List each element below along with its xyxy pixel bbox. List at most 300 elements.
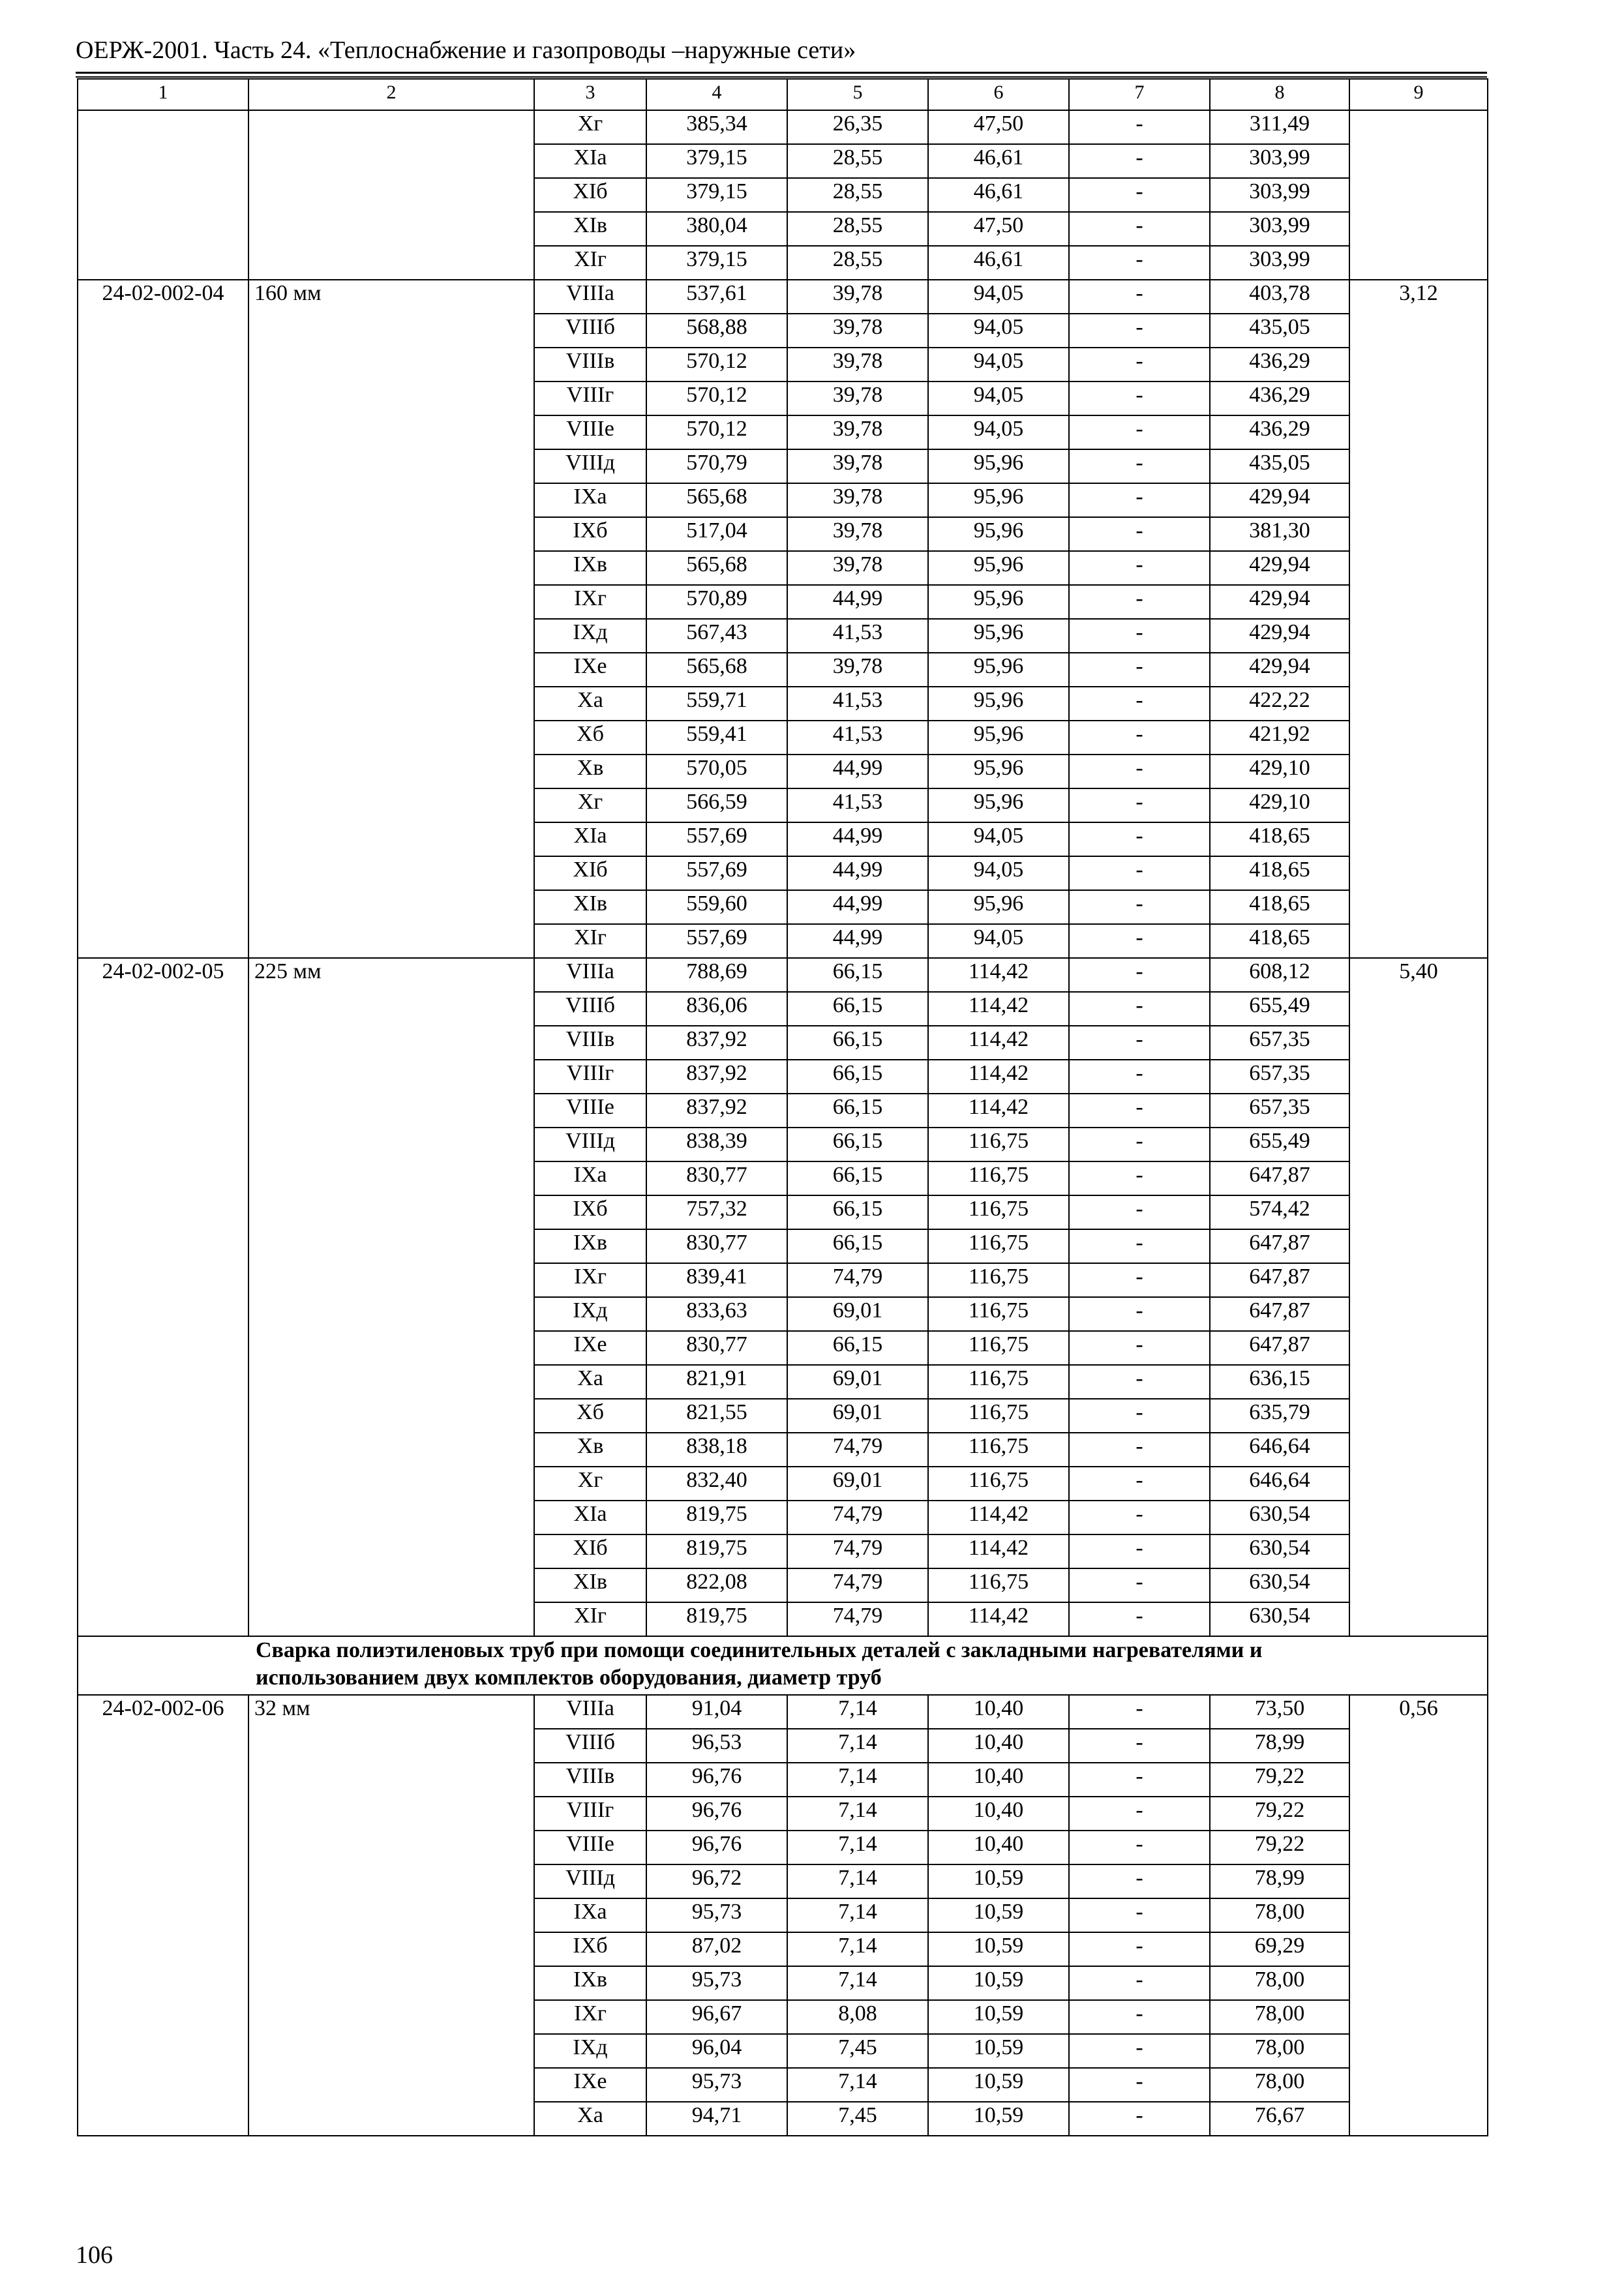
table-cell: 10,59: [928, 1932, 1069, 1966]
table-cell: 39,78: [787, 653, 928, 687]
table-cell: -: [1069, 890, 1210, 924]
table-cell: 570,12: [646, 415, 787, 449]
norm-name: 32 мм: [248, 1695, 534, 2136]
page-number: 106: [76, 2241, 113, 2269]
table-cell: 78,00: [1210, 2034, 1349, 2068]
table-cell: 608,12: [1210, 958, 1349, 992]
table-cell: 570,79: [646, 449, 787, 483]
table-cell: 44,99: [787, 822, 928, 856]
norm-col9: [1349, 110, 1488, 280]
table-cell: -: [1069, 517, 1210, 551]
table-cell: 74,79: [787, 1263, 928, 1297]
table-row: [78, 958, 1488, 992]
table-cell: 565,68: [646, 653, 787, 687]
table-cell: 559,60: [646, 890, 787, 924]
table-cell: 537,61: [646, 280, 787, 314]
table-cell: -: [1069, 1831, 1210, 1864]
table-cell: XIв: [534, 212, 646, 246]
table-cell: VIIIб: [534, 992, 646, 1026]
table-cell: -: [1069, 788, 1210, 822]
table-cell: 95,96: [928, 687, 1069, 721]
norm-name: [248, 110, 534, 280]
table-cell: 311,49: [1210, 110, 1349, 144]
table-cell: 10,59: [928, 2068, 1069, 2102]
table-cell: -: [1069, 382, 1210, 415]
table-cell: -: [1069, 1864, 1210, 1898]
table-cell: -: [1069, 755, 1210, 788]
table-cell: IXг: [534, 1263, 646, 1297]
table-cell: 838,18: [646, 1433, 787, 1467]
table-cell: 95,96: [928, 449, 1069, 483]
norm-name: 225 мм: [248, 958, 534, 1636]
table-cell: -: [1069, 1602, 1210, 1636]
table-cell: Xг: [534, 788, 646, 822]
table-cell: -: [1069, 653, 1210, 687]
table-cell: 116,75: [928, 1568, 1069, 1602]
table-cell: 429,94: [1210, 483, 1349, 517]
table-cell: 657,35: [1210, 1026, 1349, 1060]
table-cell: VIIIе: [534, 415, 646, 449]
table-cell: 303,99: [1210, 144, 1349, 178]
table-cell: 10,59: [928, 1864, 1069, 1898]
column-number: 5: [787, 79, 928, 110]
table-cell: IXд: [534, 619, 646, 653]
table-cell: -: [1069, 721, 1210, 755]
table-cell: 655,49: [1210, 1128, 1349, 1161]
table-cell: 95,73: [646, 2068, 787, 2102]
table-cell: XIв: [534, 890, 646, 924]
table-cell: 647,87: [1210, 1263, 1349, 1297]
table-cell: 28,55: [787, 246, 928, 280]
table-cell: IXе: [534, 2068, 646, 2102]
table-cell: 436,29: [1210, 348, 1349, 382]
table-cell: 10,40: [928, 1831, 1069, 1864]
table-row: [78, 110, 1488, 144]
column-number: 1: [78, 79, 248, 110]
table-cell: Xа: [534, 687, 646, 721]
table-cell: -: [1069, 551, 1210, 585]
table-cell: 116,75: [928, 1263, 1069, 1297]
table-cell: 78,00: [1210, 2068, 1349, 2102]
table-cell: 95,73: [646, 1898, 787, 1932]
table-cell: 73,50: [1210, 1695, 1349, 1729]
table-cell: 66,15: [787, 1128, 928, 1161]
table-cell: 94,05: [928, 314, 1069, 348]
table-cell: 96,76: [646, 1763, 787, 1797]
table-cell: 429,94: [1210, 585, 1349, 619]
table-cell: 28,55: [787, 144, 928, 178]
norms-body: [78, 79, 1488, 2136]
table-cell: -: [1069, 1365, 1210, 1399]
table-cell: 44,99: [787, 755, 928, 788]
table-cell: 39,78: [787, 280, 928, 314]
table-cell: 96,67: [646, 2000, 787, 2034]
table-cell: Xа: [534, 1365, 646, 1399]
table-cell: 87,02: [646, 1932, 787, 1966]
table-cell: 380,04: [646, 212, 787, 246]
table-cell: 94,05: [928, 924, 1069, 958]
table-cell: 44,99: [787, 924, 928, 958]
table-cell: 636,15: [1210, 1365, 1349, 1399]
table-cell: 7,14: [787, 1932, 928, 1966]
table-cell: 95,96: [928, 721, 1069, 755]
table-cell: 94,05: [928, 856, 1069, 890]
table-cell: 96,72: [646, 1864, 787, 1898]
table-cell: IXд: [534, 1297, 646, 1331]
table-cell: XIб: [534, 178, 646, 212]
table-cell: 116,75: [928, 1229, 1069, 1263]
table-cell: XIа: [534, 144, 646, 178]
norm-name: 160 мм: [248, 280, 534, 958]
table-cell: 114,42: [928, 1060, 1069, 1094]
table-cell: 819,75: [646, 1602, 787, 1636]
table-cell: -: [1069, 1467, 1210, 1501]
table-cell: -: [1069, 619, 1210, 653]
table-cell: -: [1069, 1433, 1210, 1467]
column-number: 7: [1069, 79, 1210, 110]
table-cell: -: [1069, 1729, 1210, 1763]
table-cell: 435,05: [1210, 314, 1349, 348]
norm-code: 24-02-002-04: [78, 280, 248, 958]
table-cell: IXв: [534, 1229, 646, 1263]
table-cell: 557,69: [646, 856, 787, 890]
table-cell: 7,14: [787, 1729, 928, 1763]
table-cell: 44,99: [787, 890, 928, 924]
table-cell: 39,78: [787, 382, 928, 415]
table-cell: 821,55: [646, 1399, 787, 1433]
table-cell: 836,06: [646, 992, 787, 1026]
norm-code: [78, 110, 248, 280]
table-cell: 74,79: [787, 1568, 928, 1602]
table-cell: VIIIд: [534, 1864, 646, 1898]
table-cell: 116,75: [928, 1399, 1069, 1433]
table-cell: 7,14: [787, 1797, 928, 1831]
table-cell: 830,77: [646, 1161, 787, 1195]
table-cell: 837,92: [646, 1026, 787, 1060]
table-cell: 44,99: [787, 856, 928, 890]
table-cell: 41,53: [787, 619, 928, 653]
table-cell: XIа: [534, 1501, 646, 1534]
section-title-cell: [78, 1636, 1488, 1695]
table-cell: 566,59: [646, 788, 787, 822]
table-cell: 69,01: [787, 1467, 928, 1501]
table-cell: VIIIд: [534, 1128, 646, 1161]
table-cell: -: [1069, 1534, 1210, 1568]
table-cell: 47,50: [928, 110, 1069, 144]
table-cell: 66,15: [787, 1094, 928, 1128]
table-cell: 116,75: [928, 1161, 1069, 1195]
table-row: [78, 280, 1488, 314]
table-cell: 418,65: [1210, 856, 1349, 890]
table-cell: 821,91: [646, 1365, 787, 1399]
table-cell: 647,87: [1210, 1161, 1349, 1195]
table-cell: 565,68: [646, 551, 787, 585]
table-cell: 96,04: [646, 2034, 787, 2068]
table-cell: 39,78: [787, 551, 928, 585]
table-cell: 95,73: [646, 1966, 787, 2000]
table-cell: -: [1069, 280, 1210, 314]
table-cell: 94,05: [928, 280, 1069, 314]
table-cell: VIIIв: [534, 1026, 646, 1060]
table-cell: 74,79: [787, 1501, 928, 1534]
header-rule: [76, 72, 1487, 74]
table-cell: 436,29: [1210, 415, 1349, 449]
table-cell: 10,40: [928, 1763, 1069, 1797]
table-cell: 74,79: [787, 1433, 928, 1467]
table-cell: 91,04: [646, 1695, 787, 1729]
norms-table: [77, 78, 1488, 2136]
table-cell: XIб: [534, 1534, 646, 1568]
table-cell: -: [1069, 348, 1210, 382]
table-cell: 69,29: [1210, 1932, 1349, 1966]
table-cell: VIIIд: [534, 449, 646, 483]
table-cell: VIIIб: [534, 1729, 646, 1763]
table-cell: IXе: [534, 653, 646, 687]
norm-code: 24-02-002-06: [78, 1695, 248, 2136]
table-cell: XIб: [534, 856, 646, 890]
table-cell: 66,15: [787, 1195, 928, 1229]
table-cell: 10,40: [928, 1695, 1069, 1729]
table-cell: -: [1069, 314, 1210, 348]
table-cell: 570,89: [646, 585, 787, 619]
table-cell: IXб: [534, 1195, 646, 1229]
table-cell: 94,05: [928, 822, 1069, 856]
section-title: Сварка полиэтиленовых труб при помощи соединительных деталей с закладными нагревателями и использованием двух комплектов оборудования, диаметр труб: [256, 1638, 1263, 1690]
table-cell: 565,68: [646, 483, 787, 517]
table-cell: 39,78: [787, 314, 928, 348]
table-cell: -: [1069, 1501, 1210, 1534]
table-cell: IXб: [534, 517, 646, 551]
table-cell: 418,65: [1210, 890, 1349, 924]
table-cell: 116,75: [928, 1467, 1069, 1501]
page-header: ОЕРЖ-2001. Часть 24. «Теплоснабжение и газопроводы –наружные сети»: [76, 37, 856, 64]
table-cell: XIг: [534, 246, 646, 280]
table-cell: -: [1069, 2102, 1210, 2136]
table-cell: VIIIв: [534, 348, 646, 382]
table-cell: 114,42: [928, 1534, 1069, 1568]
table-cell: 69,01: [787, 1399, 928, 1433]
table-cell: 74,79: [787, 1534, 928, 1568]
table-cell: 517,04: [646, 517, 787, 551]
table-cell: 95,96: [928, 890, 1069, 924]
table-cell: 646,64: [1210, 1433, 1349, 1467]
table-cell: 303,99: [1210, 246, 1349, 280]
table-cell: -: [1069, 822, 1210, 856]
table-row: [78, 1695, 1488, 1729]
table-cell: 630,54: [1210, 1501, 1349, 1534]
table-cell: 66,15: [787, 1229, 928, 1263]
table-cell: 429,94: [1210, 653, 1349, 687]
table-cell: 44,99: [787, 585, 928, 619]
table-cell: 78,99: [1210, 1864, 1349, 1898]
table-cell: 95,96: [928, 755, 1069, 788]
table-cell: 10,59: [928, 1898, 1069, 1932]
table-cell: IXг: [534, 585, 646, 619]
table-cell: 95,96: [928, 619, 1069, 653]
table-cell: 95,96: [928, 483, 1069, 517]
table-cell: 79,22: [1210, 1831, 1349, 1864]
table-cell: 7,45: [787, 2102, 928, 2136]
table-cell: -: [1069, 1763, 1210, 1797]
table-cell: -: [1069, 1094, 1210, 1128]
table-cell: 559,71: [646, 687, 787, 721]
table-cell: -: [1069, 1128, 1210, 1161]
table-cell: 833,63: [646, 1297, 787, 1331]
table-cell: -: [1069, 1229, 1210, 1263]
table-cell: 7,14: [787, 1831, 928, 1864]
table-cell: VIIIг: [534, 382, 646, 415]
table-cell: 574,42: [1210, 1195, 1349, 1229]
table-cell: -: [1069, 1026, 1210, 1060]
table-cell: 832,40: [646, 1467, 787, 1501]
table-cell: 7,14: [787, 1898, 928, 1932]
table-cell: 418,65: [1210, 822, 1349, 856]
table-cell: 7,14: [787, 2068, 928, 2102]
table-cell: -: [1069, 1060, 1210, 1094]
table-cell: 436,29: [1210, 382, 1349, 415]
table-cell: XIа: [534, 822, 646, 856]
table-cell: 39,78: [787, 483, 928, 517]
table-cell: 66,15: [787, 1161, 928, 1195]
table-cell: -: [1069, 1695, 1210, 1729]
table-cell: 429,94: [1210, 551, 1349, 585]
table-cell: -: [1069, 1263, 1210, 1297]
table-cell: 385,34: [646, 110, 787, 144]
table-cell: 76,67: [1210, 2102, 1349, 2136]
table-cell: 28,55: [787, 178, 928, 212]
column-number: 8: [1210, 79, 1349, 110]
table-cell: 7,14: [787, 1864, 928, 1898]
table-cell: 381,30: [1210, 517, 1349, 551]
table-cell: 95,96: [928, 517, 1069, 551]
column-number: 9: [1349, 79, 1488, 110]
table-cell: VIIIа: [534, 958, 646, 992]
table-cell: IXб: [534, 1932, 646, 1966]
table-cell: XIг: [534, 924, 646, 958]
table-cell: IXа: [534, 1898, 646, 1932]
table-cell: 557,69: [646, 924, 787, 958]
table-cell: 379,15: [646, 246, 787, 280]
table-cell: 66,15: [787, 992, 928, 1026]
table-cell: 7,14: [787, 1763, 928, 1797]
table-cell: -: [1069, 992, 1210, 1026]
table-cell: 116,75: [928, 1331, 1069, 1365]
table-cell: Xв: [534, 755, 646, 788]
table-cell: -: [1069, 585, 1210, 619]
table-cell: IXд: [534, 2034, 646, 2068]
table-cell: 630,54: [1210, 1568, 1349, 1602]
table-cell: 95,96: [928, 551, 1069, 585]
header-rule-secondary: [76, 76, 1487, 78]
table-cell: 10,59: [928, 2034, 1069, 2068]
table-cell: 96,76: [646, 1797, 787, 1831]
table-cell: 630,54: [1210, 1534, 1349, 1568]
table-cell: 114,42: [928, 1026, 1069, 1060]
table-cell: 837,92: [646, 1060, 787, 1094]
table-cell: 819,75: [646, 1501, 787, 1534]
table-cell: -: [1069, 1195, 1210, 1229]
table-cell: 570,12: [646, 382, 787, 415]
column-number: 2: [248, 79, 534, 110]
table-cell: 630,54: [1210, 1602, 1349, 1636]
table-cell: 418,65: [1210, 924, 1349, 958]
table-cell: 7,45: [787, 2034, 928, 2068]
table-cell: -: [1069, 1932, 1210, 1966]
table-cell: 46,61: [928, 178, 1069, 212]
table-cell: 568,88: [646, 314, 787, 348]
table-cell: 10,59: [928, 1966, 1069, 2000]
table-cell: 559,41: [646, 721, 787, 755]
table-cell: 114,42: [928, 1094, 1069, 1128]
table-cell: 10,40: [928, 1729, 1069, 1763]
table-cell: 403,78: [1210, 280, 1349, 314]
table-cell: Xг: [534, 110, 646, 144]
table-cell: 822,08: [646, 1568, 787, 1602]
table-cell: 79,22: [1210, 1797, 1349, 1831]
table-cell: 657,35: [1210, 1094, 1349, 1128]
table-cell: 39,78: [787, 449, 928, 483]
table-cell: -: [1069, 2034, 1210, 2068]
table-cell: 116,75: [928, 1365, 1069, 1399]
column-number: 3: [534, 79, 646, 110]
table-cell: -: [1069, 449, 1210, 483]
section-title-row: [78, 1636, 1488, 1695]
table-cell: 116,75: [928, 1297, 1069, 1331]
table-cell: 379,15: [646, 178, 787, 212]
table-cell: -: [1069, 144, 1210, 178]
norm-col9: 3,12: [1349, 280, 1488, 958]
table-cell: -: [1069, 1297, 1210, 1331]
column-numbers-row: [78, 79, 1488, 110]
table-cell: VIIIб: [534, 314, 646, 348]
table-cell: 10,40: [928, 1797, 1069, 1831]
column-number: 6: [928, 79, 1069, 110]
table-cell: 66,15: [787, 1026, 928, 1060]
table-cell: 570,05: [646, 755, 787, 788]
table-cell: 647,87: [1210, 1331, 1349, 1365]
table-cell: -: [1069, 415, 1210, 449]
table-cell: 46,61: [928, 144, 1069, 178]
table-cell: -: [1069, 1568, 1210, 1602]
table-cell: 28,55: [787, 212, 928, 246]
table-cell: 39,78: [787, 415, 928, 449]
table-cell: -: [1069, 1898, 1210, 1932]
table-cell: 7,14: [787, 1695, 928, 1729]
table-cell: 303,99: [1210, 178, 1349, 212]
table-cell: 95,96: [928, 585, 1069, 619]
table-cell: 830,77: [646, 1331, 787, 1365]
table-cell: 66,15: [787, 958, 928, 992]
table-cell: 429,10: [1210, 788, 1349, 822]
table-cell: 646,64: [1210, 1467, 1349, 1501]
table-cell: IXв: [534, 551, 646, 585]
table-cell: -: [1069, 2000, 1210, 2034]
table-cell: 757,32: [646, 1195, 787, 1229]
table-cell: VIIIа: [534, 280, 646, 314]
table-cell: 837,92: [646, 1094, 787, 1128]
table-cell: 47,50: [928, 212, 1069, 246]
table-cell: 114,42: [928, 958, 1069, 992]
table-cell: IXг: [534, 2000, 646, 2034]
table-cell: IXа: [534, 483, 646, 517]
table-cell: 116,75: [928, 1128, 1069, 1161]
table-cell: VIIIа: [534, 1695, 646, 1729]
table-cell: 78,00: [1210, 2000, 1349, 2034]
table-cell: 78,00: [1210, 1966, 1349, 2000]
table-cell: 10,59: [928, 2000, 1069, 2034]
table-cell: 655,49: [1210, 992, 1349, 1026]
table-cell: 421,92: [1210, 721, 1349, 755]
